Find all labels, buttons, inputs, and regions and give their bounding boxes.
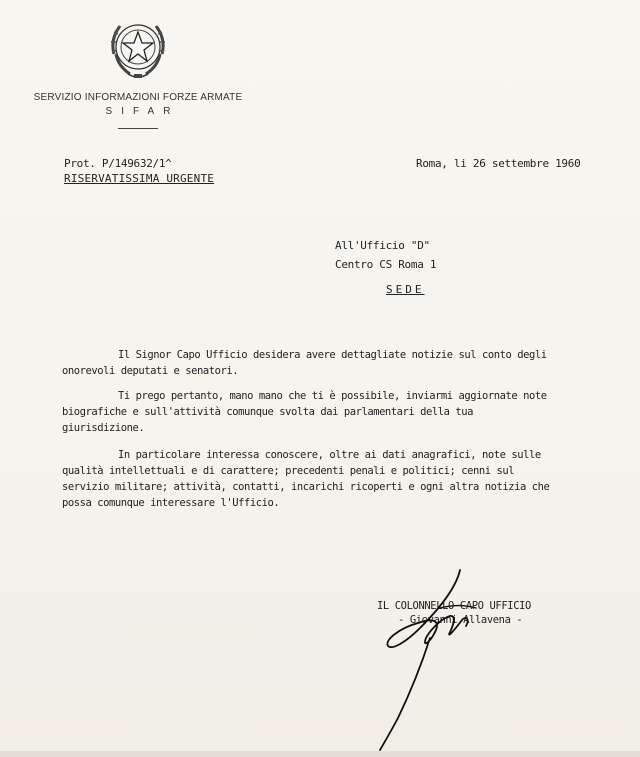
body-line: biografiche e sull'attività comunque svolta dai parlamentari della tua [62,406,474,418]
signatory-title: IL COLONNELLO CAPO UFFICIO [377,600,531,612]
recipient-sede: SEDE [386,283,425,296]
protocol-number: Prot. P/149632/1^ [64,157,172,170]
body-line: onorevoli deputati e senatori. [62,365,239,377]
body-paragraph-1 [62,347,582,379]
recipient-office: All'Ufficio "D" [335,239,430,252]
body-paragraph-3 [62,447,582,511]
body-line: In particolare interessa conoscere, oltre ai dati anagrafici, note sulle [118,449,541,461]
body-line: Il Signor Capo Ufficio desidera avere dettagliate notizie sul conto degli [118,349,547,361]
signatory-name: - Giovanni Allavena - [398,614,523,626]
page-edge [0,751,640,757]
italian-republic-emblem-icon [104,14,172,84]
body-line: Ti prego pertanto, mano mano che ti è possibile, inviarmi aggiornate note [118,390,547,402]
handwritten-signature-icon [370,568,500,753]
body-line: qualità intellettuali e di carattere; precedenti penali e politici; cenni sul [62,465,515,477]
body-line: possa comunque interessare l'Ufficio. [62,497,280,509]
agency-abbreviation: SIFAR [105,106,180,117]
recipient-center: Centro CS Roma 1 [335,258,437,271]
place-date: Roma, li 26 settembre 1960 [416,157,581,170]
letterhead-rule [118,128,158,129]
body-line: servizio militare; attività, contatti, incarichi ricoperti e ogni altra notizia che [62,481,550,493]
agency-name: SERVIZIO INFORMAZIONI FORZE ARMATE [33,92,243,103]
classification-label: RISERVATISSIMA URGENTE [64,172,215,185]
body-line: giurisdizione. [62,422,145,434]
body-paragraph-2 [62,388,582,436]
